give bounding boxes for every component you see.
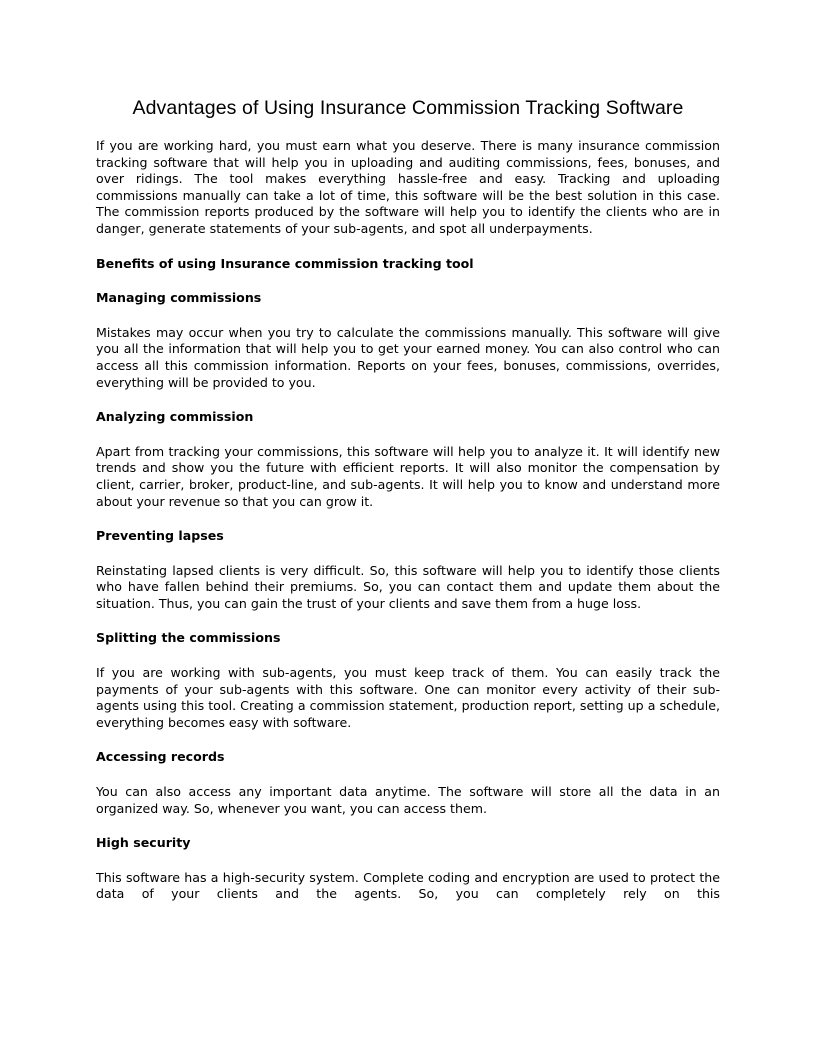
section-heading-managing: Managing commissions (96, 290, 262, 306)
section-body-security: This software has a high-security system. Complete coding and encryption are used to protect the data of your clients and the agents. So, you can completely rely on this (96, 869, 720, 902)
section-body-accessing: You can also access any important data anytime. The software will store all the data in an organized way. So, whenever you want, you can access them. (96, 784, 720, 816)
section-body-managing: Mistakes may occur when you try to calculate the commissions manually. This software will give you all the information that will help you to get your earned money. You can also control who can access all this commission information. Reports on your fees, bonuses, commissions, overrides, everything will be provided to you. (96, 324, 720, 390)
section-body-analyzing: Apart from tracking your commissions, this software will help you to analyze it. It will identify new trends and show you the future with efficient reports. It will also monitor the compensation by client, carrier, broker, product-line, and sub-agents. It will help you to know and understand more about your revenue so that you can grow it. (96, 443, 720, 509)
section-heading-security: High security (96, 835, 191, 851)
section-body-preventing: Reinstating lapsed clients is very difficult. So, this software will help you to identify those clients who have fallen behind their premiums. So, you can contact them and update them about the situation. Thus, you can gain the trust of your clients and save them from a huge loss. (96, 562, 720, 611)
intro-paragraph: If you are working hard, you must earn what you deserve. There is many insurance commission tracking software that will help you in uploading and auditing commissions, fees, bonuses, and over ridings. The tool makes everything hassle-free and easy. Tracking and uploading commissions manually can take a lot of time, this software will be the best solution in this case. The commission reports produced by the software will help you to identify the clients who are in danger, generate statements of your sub-agents, and spot all underpayments. (96, 138, 720, 236)
section-body-splitting: If you are working with sub-agents, you must keep track of them. You can easily track the payments of your sub-agents with this software. One can monitor every activity of their sub-agents using this tool. Creating a commission statement, production report, setting up a schedule, everything becomes easy with software. (96, 665, 720, 730)
section-heading-accessing: Accessing records (96, 749, 225, 765)
document-page (96, 96, 720, 903)
page-title: Advantages of Using Insurance Commission Tracking Software (132, 97, 684, 119)
section-heading-splitting: Splitting the commissions (96, 630, 281, 646)
benefits-heading: Benefits of using Insurance commission tracking tool (96, 255, 474, 271)
section-heading-preventing: Preventing lapses (96, 528, 224, 544)
section-heading-analyzing: Analyzing commission (96, 409, 254, 425)
